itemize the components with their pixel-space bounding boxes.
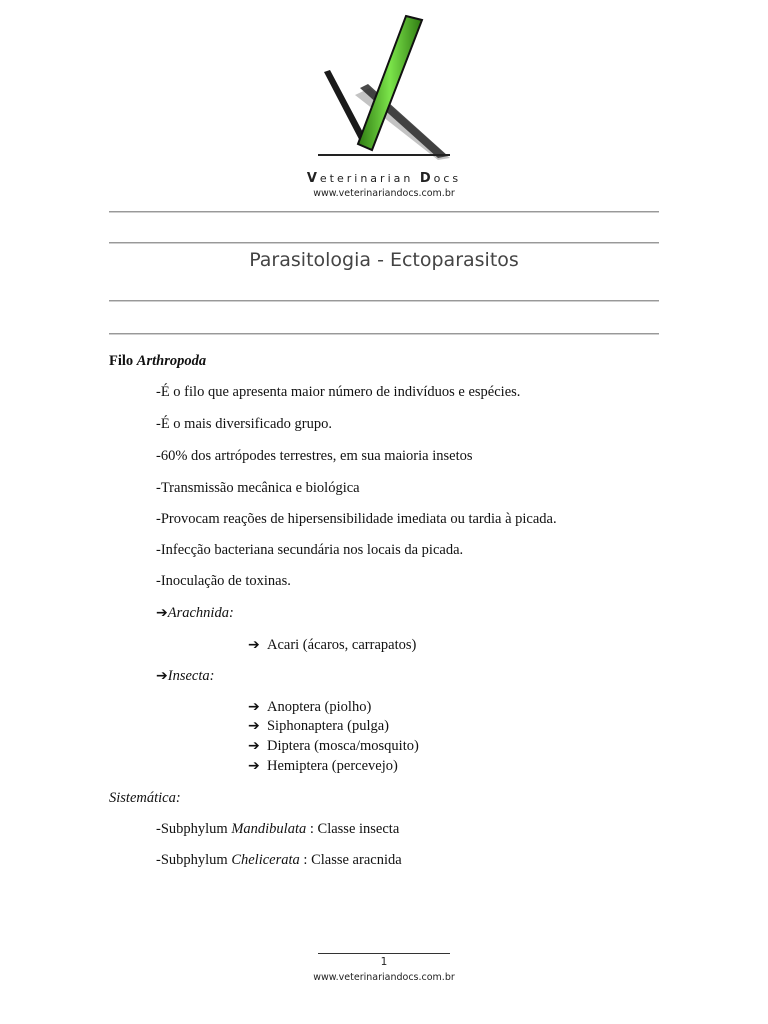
list-item: ➔ Acari (ácaros, carrapatos) bbox=[248, 637, 417, 653]
header-rule bbox=[109, 211, 659, 213]
systematics-heading: Sistemática: bbox=[109, 790, 181, 806]
arrow-right-icon: ➔ bbox=[156, 668, 168, 684]
bullet-line: -Transmissão mecânica e biológica bbox=[156, 480, 360, 496]
document-title: Parasitologia - Ectoparasitos bbox=[249, 249, 519, 271]
footer-url: www.veterinariandocs.com.br bbox=[313, 972, 455, 983]
list-item: ➔ Siphonaptera (pulga) bbox=[248, 718, 389, 734]
systematics-line: -Subphylum Mandibulata : Classe insecta bbox=[156, 821, 400, 837]
list-item: ➔ Diptera (mosca/mosquito) bbox=[248, 738, 419, 754]
arrow-right-icon: ➔ bbox=[248, 699, 260, 715]
phylum-heading: Filo Arthropoda bbox=[109, 353, 207, 369]
brand-url: www.veterinariandocs.com.br bbox=[313, 188, 455, 199]
title-rule-bottom bbox=[109, 300, 659, 302]
bullet-line: -Inoculação de toxinas. bbox=[156, 573, 291, 589]
arrow-right-icon: ➔ bbox=[248, 758, 260, 774]
arrow-right-icon: ➔ bbox=[248, 718, 260, 734]
list-item: ➔ Hemiptera (percevejo) bbox=[248, 758, 398, 774]
page-number: 1 bbox=[380, 956, 388, 968]
arachnida-heading: ➔Arachnida: bbox=[156, 605, 234, 621]
bullet-line: -É o filo que apresenta maior número de indivíduos e espécies. bbox=[156, 384, 521, 400]
arrow-right-icon: ➔ bbox=[248, 738, 260, 754]
arrow-right-icon: ➔ bbox=[156, 605, 168, 621]
title-rule-top bbox=[109, 242, 659, 244]
bullet-line: -60% dos artrópodes terrestres, em sua maioria insetos bbox=[156, 448, 473, 464]
veterinarian-docs-logo bbox=[310, 10, 460, 170]
footer-rule bbox=[318, 953, 450, 954]
arrow-right-icon: ➔ bbox=[248, 637, 260, 653]
bullet-line: -É o mais diversificado grupo. bbox=[156, 416, 332, 432]
bullet-line: -Infecção bacteriana secundária nos locais da picada. bbox=[156, 542, 464, 558]
systematics-line: -Subphylum Chelicerata : Classe aracnida bbox=[156, 852, 402, 868]
bullet-line: -Provocam reações de hipersensibilidade imediata ou tardia à picada. bbox=[156, 511, 557, 527]
list-item: ➔ Anoptera (piolho) bbox=[248, 699, 372, 715]
section-rule bbox=[109, 333, 659, 335]
brand-name: Veterinarian Docs bbox=[306, 171, 462, 186]
insecta-heading: ➔Insecta: bbox=[156, 668, 215, 684]
